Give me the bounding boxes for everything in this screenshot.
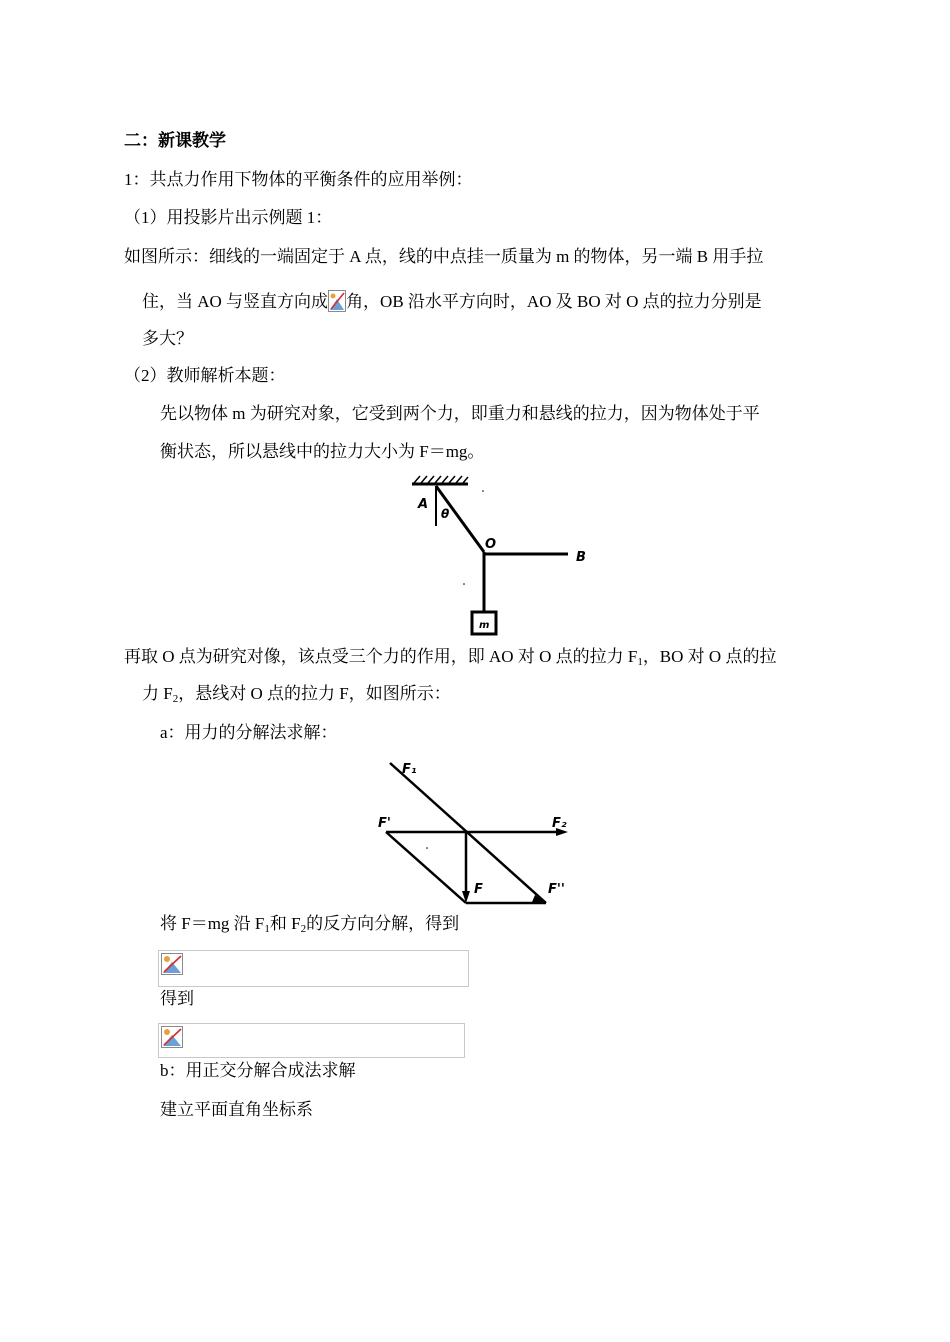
decompose-sub-2: 2 (300, 923, 307, 935)
problem-line-2-before: 住，当 AO 与竖直方向成 (142, 292, 329, 311)
analysis-line-1: 先以物体 m 为研究对象，它受到两个力，即重力和悬线的拉力，因为物体处于平 (160, 404, 760, 423)
label-f2: F₂ (552, 816, 567, 831)
label-m: m (479, 620, 490, 631)
label-f: F (474, 882, 483, 897)
decompose-b: 和 F (269, 914, 301, 933)
problem-line-1: 如图所示：细线的一端固定于 A 点，线的中点挂一质量为 m 的物体，另一端 B 用手拉 (124, 247, 764, 266)
decompose-c: 的反方向分解，得到 (306, 914, 460, 933)
label-f1: F₁ (402, 762, 417, 777)
de-dao: 得到 (160, 989, 194, 1008)
method-b: b：用正交分解合成法求解 (160, 1061, 356, 1080)
point-1: 1：共点力作用下物体的平衡条件的应用举例： (124, 170, 473, 189)
problem-line-2 (142, 290, 762, 312)
second-line-1-b: ，BO 对 O 点的拉 (642, 647, 777, 666)
label-b: B (576, 550, 586, 565)
formula-image-1 (158, 950, 469, 987)
label-f-prime: F' (378, 816, 391, 831)
coord-system: 建立平面直角坐标系 (160, 1100, 313, 1119)
problem-line-3: 多大？ (142, 329, 193, 348)
step-1: （1）用投影片出示例题 1： (124, 208, 333, 227)
analysis-line-2: 衡状态，所以悬线中的拉力大小为 F＝mg。 (160, 442, 485, 461)
decompose-sub-1: 1 (264, 923, 270, 935)
label-o: O (485, 537, 497, 552)
label-f-double: F'' (548, 882, 565, 897)
problem-line-2-after: 角，OB 沿水平方向时，AO 及 BO 对 O 点的拉力分别是 (346, 292, 762, 311)
subscript-1: 1 (637, 656, 643, 668)
ceiling-hatch (414, 476, 468, 483)
force-decomposition-figure (372, 755, 582, 910)
decompose-line (160, 914, 459, 934)
broken-image-icon (161, 953, 179, 973)
formula-image-2 (158, 1023, 465, 1058)
subscript-2: 2 (172, 693, 179, 705)
parallelogram-left (386, 832, 466, 903)
label-a: A (418, 497, 429, 512)
broken-image-icon (328, 290, 346, 310)
decompose-a: 将 F＝mg 沿 F (160, 914, 265, 933)
second-line-2-a: 力 F (142, 684, 173, 703)
label-theta: θ (441, 507, 450, 521)
section-heading: 二：新课教学 (124, 131, 226, 150)
second-line-1-a: 再取 O 点为研究对像，该点受三个力的作用，即 AO 对 O 点的拉力 F (124, 647, 638, 666)
second-line-1 (124, 647, 776, 667)
method-a: a：用力的分解法求解： (160, 723, 338, 742)
hanging-mass-figure (400, 472, 600, 642)
second-line-2-b: ，悬线对 O 点的拉力 F，如图所示： (178, 684, 451, 703)
second-line-2 (142, 684, 451, 704)
broken-image-icon (161, 1026, 179, 1046)
step-2: （2）教师解析本题： (124, 366, 286, 385)
